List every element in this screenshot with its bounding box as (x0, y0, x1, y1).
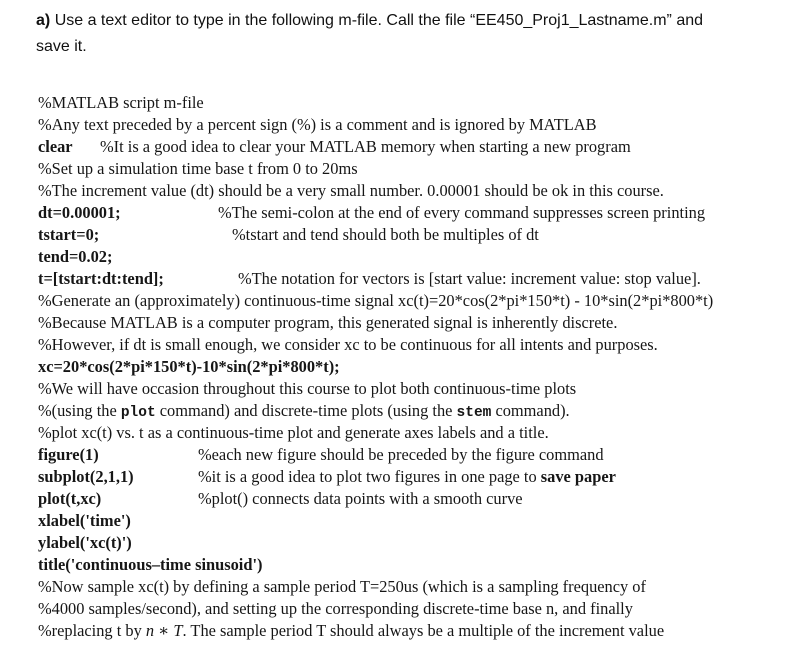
plot-command: plot(t,xc) (38, 489, 102, 508)
code-line-23: %Now sample xc(t) by defining a sample period T=250us (which is a sampling frequency of (38, 577, 646, 596)
code-line-1: %MATLAB script m-file (38, 93, 204, 112)
comment-segment: . The sample period T should always be a multiple of the increment value (182, 621, 665, 640)
plot-comment: %plot() connects data points with a smooth curve (198, 489, 523, 508)
dt-comment: %The semi-colon at the end of every command suppresses screen printing (218, 203, 706, 222)
dt-command: dt=0.00001; (38, 203, 121, 222)
code-line-7 (38, 224, 539, 246)
code-line-2: %Any text preceded by a percent sign (%) is a comment and is ignored by MATLAB (38, 115, 597, 134)
comment-segment: %it is a good idea to plot two figures in one page to (198, 467, 541, 486)
code-line-11: %Because MATLAB is a computer program, this generated signal is inherently discrete. (38, 313, 618, 332)
code-line-19 (38, 488, 523, 510)
save-paper-emphasis: save paper (540, 467, 616, 486)
instruction-text: Use a text editor to type in the following m-file. Call the file “EE450_Proj1_Lastname.m” and (54, 12, 704, 29)
instruction-line-2: save it. (36, 38, 87, 55)
tstart-comment: %tstart and tend should both be multiples of dt (232, 225, 539, 244)
code-line-16: %plot xc(t) vs. t as a continuous-time plot and generate axes labels and a title. (38, 423, 549, 442)
code-line-14: %We will have occasion throughout this course to plot both continuous-time plots (38, 379, 577, 398)
code-line-3 (38, 136, 631, 158)
code-line-18 (38, 466, 616, 488)
code-line-25 (38, 620, 664, 642)
part-label: a) (36, 12, 51, 29)
stem-keyword: stem (456, 405, 492, 421)
code-line-17 (38, 444, 604, 466)
code-line-24: %4000 samples/second), and setting up the corresponding discrete-time base n, and finally (38, 599, 633, 618)
math-n-times-t: n ∗ T (145, 621, 183, 640)
code-line-12: %However, if dt is small enough, we consider xc to be continuous for all intents and purposes. (38, 335, 658, 354)
clear-comment: %It is a good idea to clear your MATLAB memory when starting a new program (100, 137, 631, 156)
code-line-9 (38, 268, 701, 290)
comment-segment: %(using the (38, 401, 121, 420)
subplot-command: subplot(2,1,1) (38, 467, 134, 486)
code-line-5: %The increment value (dt) should be a very small number. 0.00001 should be ok in this course. (38, 181, 664, 200)
code-line-22: title('continuous–time sinusoid') (38, 555, 263, 574)
figure-comment: %each new figure should be preceded by the figure command (198, 445, 604, 464)
code-line-10: %Generate an (approximately) continuous-time signal xc(t)=20*cos(2*pi*150*t) - 10*sin(2*pi*800*t) (38, 291, 714, 310)
comment-segment: command). (491, 401, 570, 420)
clear-command: clear (38, 137, 73, 156)
code-line-4: %Set up a simulation time base t from 0 to 20ms (38, 159, 358, 178)
code-line-21: ylabel('xc(t)') (38, 533, 132, 552)
code-line-6 (38, 202, 706, 224)
comment-segment: command) and discrete-time plots (using the (155, 401, 457, 420)
code-line-15 (38, 400, 570, 422)
comment-segment: %replacing t by (38, 621, 146, 640)
time-vector-comment: %The notation for vectors is [start value: increment value: stop value]. (238, 269, 701, 288)
instruction-line-1 (36, 8, 802, 34)
time-vector-command: t=[tstart:dt:tend]; (38, 269, 164, 288)
figure-command: figure(1) (38, 445, 99, 464)
subplot-comment (198, 466, 616, 488)
code-line-20: xlabel('time') (38, 511, 131, 530)
instruction-header (36, 8, 802, 55)
code-line-8: tend=0.02; (38, 247, 113, 266)
tstart-command: tstart=0; (38, 225, 100, 244)
code-line-13: xc=20*cos(2*pi*150*t)-10*sin(2*pi*800*t); (38, 357, 340, 376)
plot-keyword: plot (120, 405, 156, 421)
